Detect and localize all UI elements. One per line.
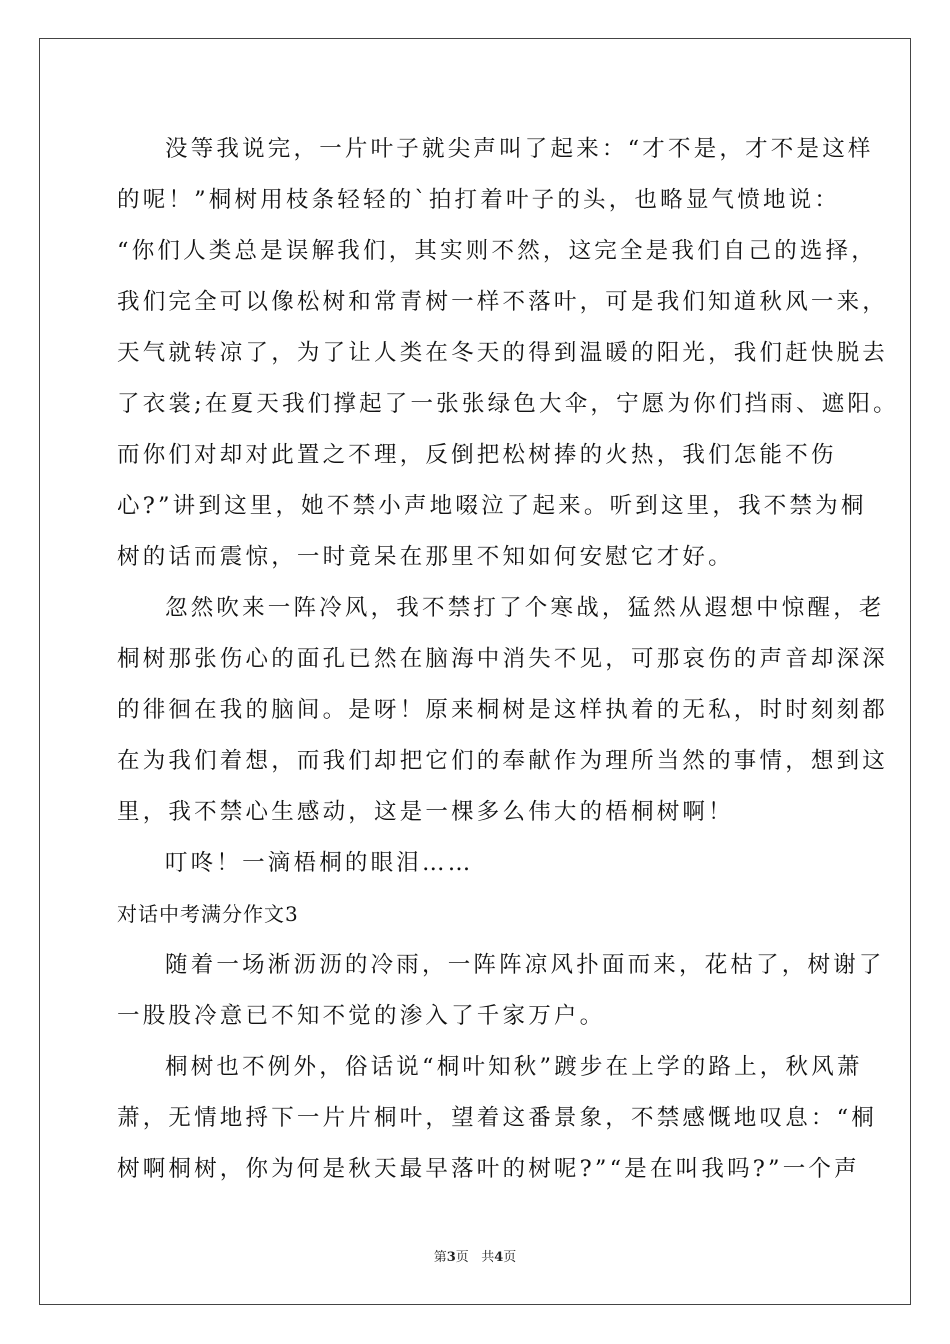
text-line: 树的话而震惊，一时竟呆在那里不知如何安慰它才好。 — [117, 544, 734, 570]
text-line: 一股股冷意已不知不觉的渗入了千家万户。 — [117, 1003, 606, 1029]
text-line: 心?”讲到这里，她不禁小声地啜泣了起来。听到这里，我不禁为桐 — [117, 493, 867, 519]
footer-mid: 页 共 — [455, 1250, 495, 1265]
footer-prefix: 第 — [433, 1250, 447, 1265]
text-line: 的呢！”桐树用枝条轻轻的`拍打着叶子的头，也略显气愤地说： — [117, 187, 841, 213]
text-line: 桐树那张伤心的面孔已然在脑海中消失不见，可那哀伤的声音却深深 — [117, 646, 889, 672]
text-line: 随着一场淅沥沥的冷雨，一阵阵凉风扑面而来，花枯了，树谢了 — [165, 952, 885, 978]
text-line: 树啊桐树，你为何是秋天最早落叶的树呢?”“是在叫我吗?”一个声 — [117, 1156, 860, 1182]
document-body — [117, 124, 899, 1195]
footer-suffix: 页 — [503, 1250, 517, 1265]
text-line: 萧，无情地捋下一片片桐叶，望着这番景象，不禁感慨地叹息：“桐 — [117, 1105, 878, 1131]
text-line: 忽然吹来一阵冷风，我不禁打了个寒战，猛然从遐想中惊醒，老 — [165, 595, 885, 621]
text-line: 而你们对却对此置之不理，反倒把松树捧的火热，我们怎能不伤 — [117, 442, 837, 468]
text-line: 的徘徊在我的脑间。是呀！原来桐树是这样执着的无私，时时刻刻都 — [117, 697, 889, 723]
text-line: 桐树也不例外，俗话说“桐叶知秋”踱步在上学的路上，秋风萧 — [165, 1054, 863, 1080]
page-footer — [0, 1246, 950, 1265]
section-heading: 对话中考满分作文3 — [117, 902, 299, 926]
text-line: 我们完全可以像松树和常青树一样不落叶，可是我们知道秋风一来， — [117, 289, 889, 315]
text-line: “你们人类总是误解我们，其实则不然，这完全是我们自己的选择， — [117, 238, 878, 264]
text-line: 里，我不禁心生感动，这是一棵多么伟大的梧桐树啊！ — [117, 799, 734, 825]
total-page-number: 4 — [494, 1250, 504, 1265]
text-line: 没等我说完，一片叶子就尖声叫了起来：“才不是，才不是这样 — [165, 136, 874, 162]
text-line: 叮咚！一滴梧桐的眼泪…… — [165, 850, 474, 876]
text-line: 在为我们着想，而我们却把它们的奉献作为理所当然的事情，想到这 — [117, 748, 889, 774]
text-line: 了衣裳;在夏天我们撑起了一张张绿色大伞，宁愿为你们挡雨、遮阳。 — [117, 391, 899, 417]
text-line: 天气就转凉了，为了让人类在冬天的得到温暖的阳光，我们赶快脱去 — [117, 340, 889, 366]
current-page-number: 3 — [446, 1250, 456, 1265]
